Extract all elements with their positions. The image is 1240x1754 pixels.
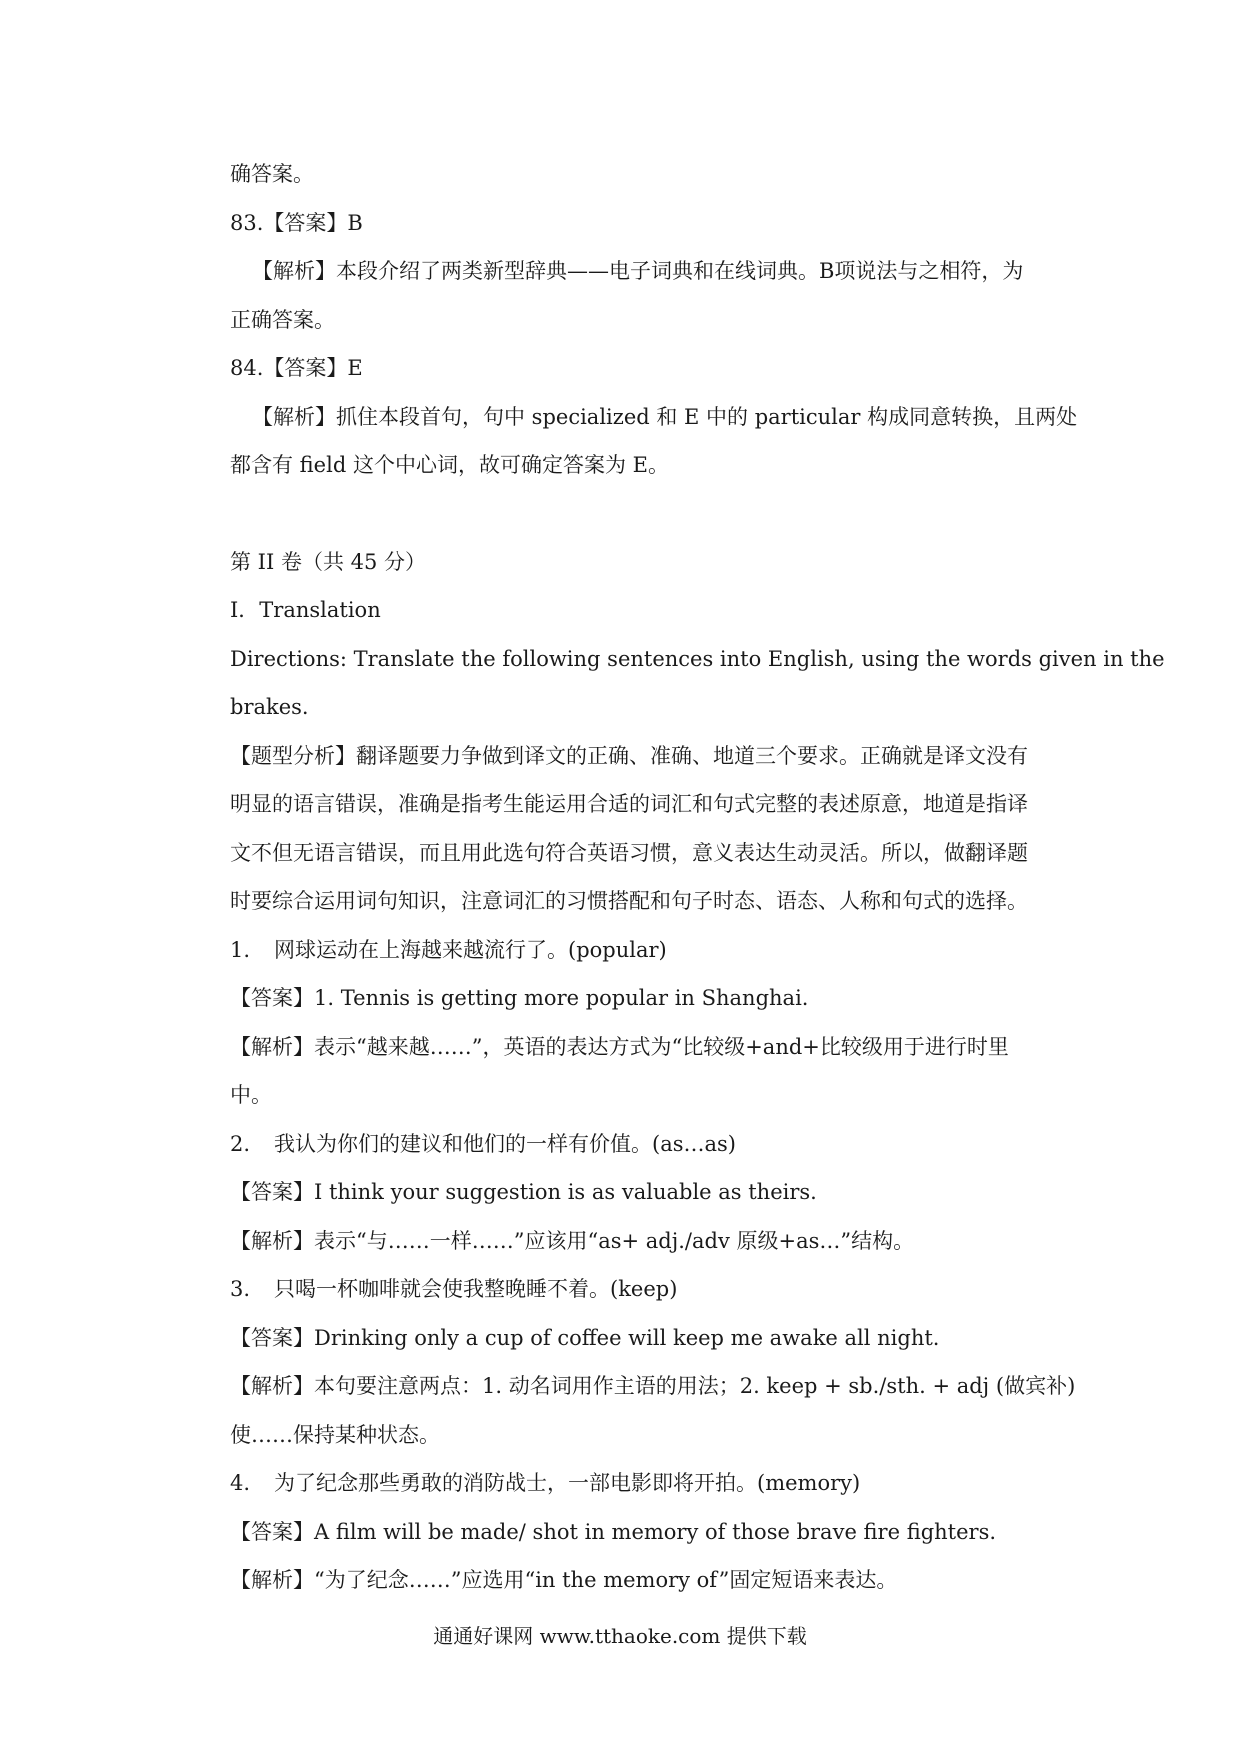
question-number: 3.: [230, 1277, 251, 1301]
question-item: [230, 1459, 1050, 1508]
directions-cont: brakes.: [230, 695, 309, 719]
q84-analysis: 【解析】抓住本段首句，句中 specialized 和 E 中的 particular 构成同意转换，且两处: [252, 404, 1078, 429]
section-heading: 第 II 卷（共 45 分）: [230, 549, 427, 574]
question-text: 网球运动在上海越来越流行了。(popular): [274, 937, 667, 962]
answer-line: 【答案】I think your suggestion is as valuable as theirs.: [230, 1180, 817, 1204]
q83-analysis-cont: 正确答案。: [230, 307, 335, 332]
analysis-line: 【解析】“为了纪念……”应选用“in the memory of”固定短语来表达。: [230, 1568, 898, 1592]
directions: Directions: Translate the following sentences into English, using the words given in the: [230, 646, 1165, 671]
type-analysis: 【题型分析】翻译题要力争做到译文的正确、准确、地道三个要求。正确就是译文没有: [230, 743, 1028, 768]
analysis-line-cont: 中。: [230, 1083, 272, 1107]
type-analysis-cont: 文不但无语言错误，而且用此选句符合英语习惯，意义表达生动灵活。所以，做翻译题: [230, 840, 1028, 865]
question-text: 我认为你们的建议和他们的一样有价值。(as…as): [274, 1131, 736, 1156]
question-item: [230, 1120, 1050, 1169]
type-analysis-cont: 明显的语言错误，准确是指考生能运用合适的词汇和句式完整的表述原意，地道是指译: [230, 792, 1028, 816]
question-text: 为了纪念那些勇敢的消防战士，一部电影即将开拍。(memory): [274, 1471, 861, 1495]
question-number: 2.: [230, 1131, 251, 1156]
question-text: 只喝一杯咖啡就会使我整晚睡不着。(keep): [274, 1277, 678, 1301]
answer-line: 【答案】A film will be made/ shot in memory of those brave fire fighters.: [230, 1519, 997, 1544]
document-body: [230, 150, 1165, 1605]
type-analysis-cont: 时要综合运用词句知识，注意词汇的习惯搭配和句子时态、语态、人称和句式的选择。: [230, 889, 1028, 913]
answer-line: 【答案】Drinking only a cup of coffee will keep me awake all night.: [230, 1325, 940, 1350]
q83-answer: 83.【答案】B: [230, 210, 363, 235]
question-number: 4.: [230, 1471, 251, 1495]
text-line: 确答案。: [230, 162, 314, 186]
q84-answer: 84.【答案】E: [230, 356, 363, 380]
analysis-line: 【解析】表示“越来越……”，英语的表达方式为“比较级+and+比较级用于进行时里: [230, 1034, 1009, 1059]
question-item: [230, 926, 1050, 975]
part-title: I．Translation: [230, 598, 381, 622]
question-item: [230, 1265, 1050, 1314]
spacer: [230, 490, 1050, 538]
analysis-line: 【解析】本句要注意两点：1. 动名词用作主语的用法；2. keep + sb./sth. + adj (做宾补): [230, 1374, 1076, 1398]
q84-analysis-cont: 都含有 field 这个中心词，故可确定答案为 E。: [230, 453, 669, 477]
analysis-line: 【解析】表示“与……一样……”应该用“as+ adj./adv 原级+as…”结构。: [230, 1228, 915, 1253]
q83-analysis: 【解析】本段介绍了两类新型辞典——电子词典和在线词典。B项说法与之相符，为: [252, 259, 1024, 283]
analysis-line-cont: 使……保持某种状态。: [230, 1422, 440, 1447]
answer-line: 【答案】1. Tennis is getting more popular in Shanghai.: [230, 986, 809, 1010]
page-footer: 通通好课网 www.tthaoke.com 提供下载: [433, 1624, 807, 1648]
question-number: 1.: [230, 937, 251, 962]
